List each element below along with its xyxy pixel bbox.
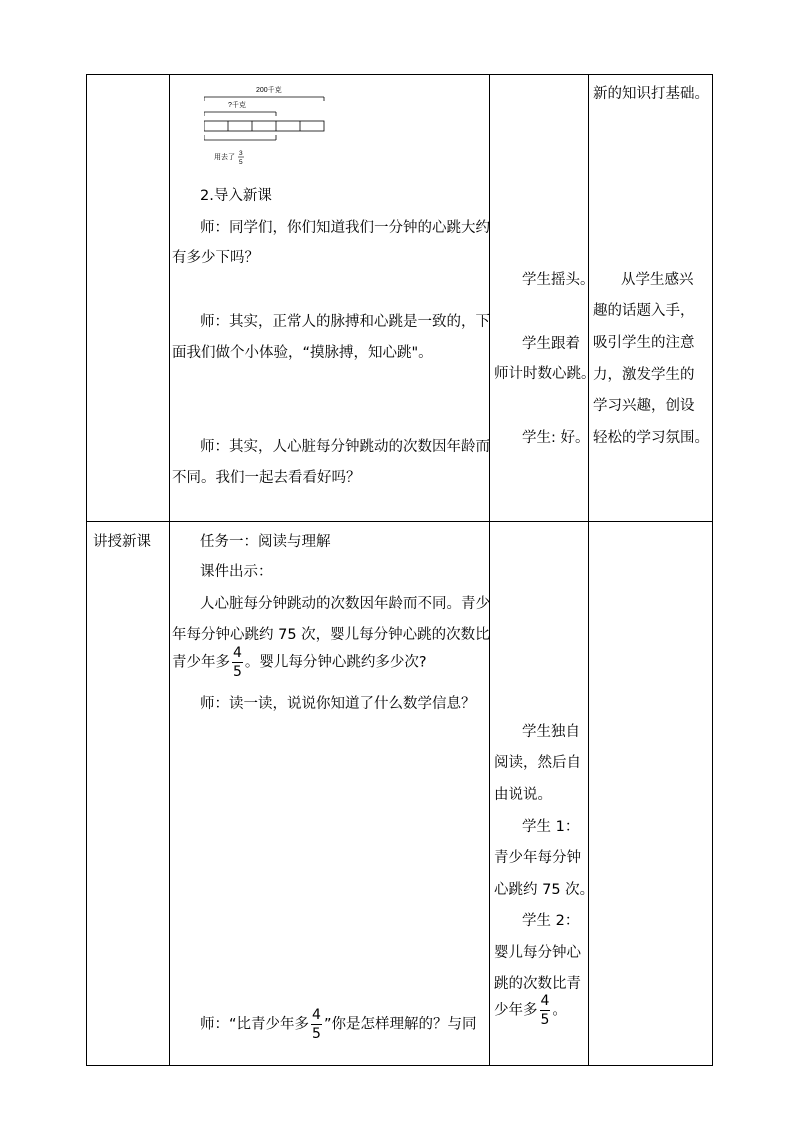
student-read-line-2: 阅读，然后自: [494, 755, 581, 771]
teacher-pulse-line-2: 面我们做个小体验，“摸脉搏，知心跳"。: [172, 345, 433, 361]
student-activity-cell: [490, 522, 595, 1066]
problem-line-3: [172, 646, 427, 679]
fraction-four-fifths: [540, 994, 551, 1027]
student-2-answer-suffix: 。: [552, 1002, 567, 1019]
design-intent-cell-empty: [589, 522, 713, 1066]
student-shakes-head: 学生摇头。: [522, 272, 595, 288]
stage-cell-empty: [87, 75, 170, 522]
intent-line-4: 力，激发学生的: [593, 367, 695, 383]
diagram-used-numerator: 3: [239, 150, 243, 157]
fraction-four-fifths: [232, 646, 243, 679]
task-title: 任务一：阅读与理解: [200, 534, 331, 550]
fraction-denominator: 5: [540, 1012, 550, 1028]
student-follow-line-2: 师计时数心跳。: [494, 366, 596, 382]
design-intent-cell: [589, 75, 713, 522]
student-2-answer-line-2: 跳的次数比青: [494, 976, 581, 992]
stage-cell: [87, 522, 170, 1066]
teacher-read-prompt: 师：读一读，说说你知道了什么数学信息？: [200, 696, 476, 712]
understand-prompt-suffix: ”你是怎样理解的？与同: [323, 1016, 477, 1033]
fraction-numerator: 4: [312, 1007, 321, 1023]
courseware-label: 课件出示：: [200, 564, 273, 580]
bar-model-diagram: [204, 83, 334, 183]
diagram-unknown-label: ?千克: [228, 102, 246, 109]
diagram-used-denominator: 5: [239, 159, 243, 166]
fraction-four-fifths: [311, 1008, 322, 1041]
problem-line-2: 年每分钟心跳约 75 次，婴儿每分钟心跳的次数比: [172, 627, 490, 643]
student-read-line-3: 由说说。: [494, 787, 552, 803]
student-2-label: 学生 2：: [522, 913, 580, 929]
student-2-answer-prefix: 少年多: [494, 1002, 538, 1019]
student-1-answer-line-1: 青少年每分钟: [494, 850, 581, 866]
problem-line-1: 人心脏每分钟跳动的次数因年龄而不同。青少: [200, 596, 490, 612]
student-1-answer-line-2: 心跳约 75 次。: [494, 882, 595, 898]
student-agree: 学生: 好。: [522, 430, 590, 446]
intent-top-line: 新的知识打基础。: [593, 86, 709, 102]
teacher-age-line-1: 师：其实，人心脏每分钟跳动的次数因年龄而: [200, 439, 490, 455]
diagram-total-label: 200千克: [256, 87, 282, 94]
teacher-pulse-line-1: 师：其实，正常人的脉搏和心跳是一致的，下: [200, 314, 490, 330]
lesson-plan-table: [86, 74, 713, 1066]
intent-line-6: 轻松的学习氛围。: [593, 430, 709, 446]
teacher-question-line-1: 师：同学们，你们知道我们一分钟的心跳大约: [200, 220, 490, 236]
problem-line-3-prefix: 青少年多: [172, 654, 230, 671]
understand-prompt-prefix: 师：“比青少年多: [200, 1016, 310, 1033]
stage-label: 讲授新课: [93, 534, 151, 550]
diagram-used-label: 用去了: [214, 154, 235, 161]
table-row: [87, 522, 713, 1066]
teacher-age-line-2: 不同。我们一起去看看好吗？: [172, 470, 361, 486]
problem-line-3-suffix: 。婴儿每分钟心跳约多少次?: [244, 654, 427, 671]
intent-line-1: 从学生感兴: [621, 272, 694, 288]
student-activity-cell: [490, 75, 596, 522]
intent-line-3: 吸引学生的注意: [593, 335, 695, 351]
fraction-numerator: 4: [540, 993, 550, 1009]
teacher-question-line-2: 有多少下吗？: [172, 250, 259, 266]
teacher-activity-cell: [170, 75, 490, 522]
teacher-activity-cell: [170, 522, 490, 1066]
intent-line-2: 趣的话题入手，: [593, 303, 695, 319]
intent-line-5: 学习兴趣，创设: [593, 398, 695, 414]
student-1-label: 学生 1：: [522, 819, 580, 835]
student-read-line-1: 学生独自: [522, 724, 580, 740]
student-2-answer-line-1: 婴儿每分钟心: [494, 945, 581, 961]
fraction-denominator: 5: [312, 1026, 321, 1042]
table-row: [87, 75, 713, 522]
student-2-answer-line-3: [494, 994, 567, 1027]
fraction-denominator: 5: [233, 664, 242, 680]
student-follow-line-1: 学生跟着: [522, 336, 580, 352]
teacher-understand-prompt: [200, 1008, 476, 1041]
fraction-numerator: 4: [233, 645, 242, 661]
section-title: 2.导入新课: [200, 188, 272, 204]
